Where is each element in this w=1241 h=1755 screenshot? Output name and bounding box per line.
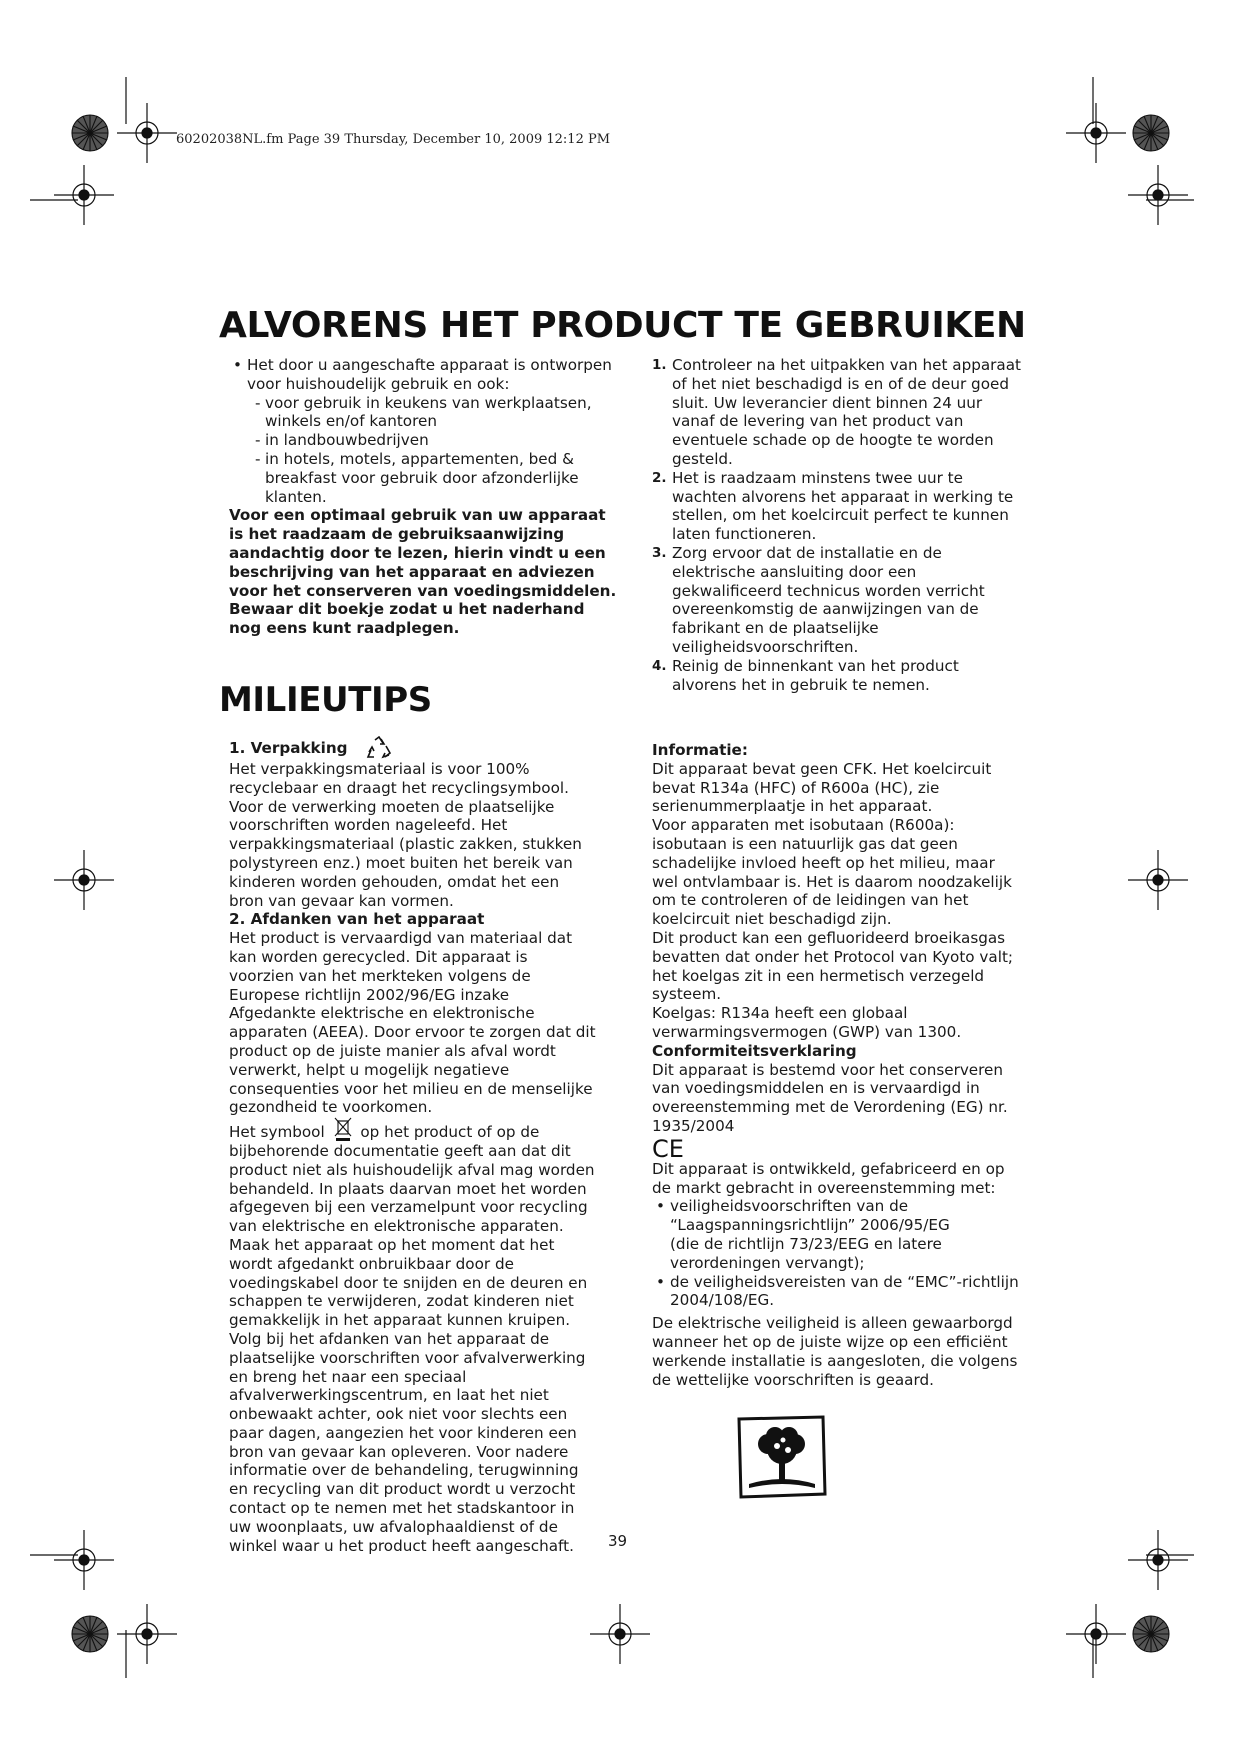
registration-mark-icon	[1128, 1530, 1188, 1590]
registration-mark-icon	[1128, 165, 1188, 225]
starburst-mark-icon	[1131, 1614, 1171, 1654]
directive-bullet-1	[652, 1197, 1024, 1272]
directive-bullet-note: (die de richtlijn 73/23/EEG en latere verordeningen vervangt);	[670, 1234, 942, 1272]
registration-mark-icon	[54, 850, 114, 910]
item-text: Controleer na het uitpakken van het apparaat of het niet beschadigd is en of de deur goed sluit. Uw leverancier dient binnen 24 uur vanaf de levering van het product van eventuele schade op de hoogte te worden gesteld.	[672, 356, 1021, 468]
ce-paragraph: Dit apparaat is ontwikkeld, gefabriceerd en op de markt gebracht in overeenstemming met:	[652, 1159, 1005, 1197]
crossed-out-bin-icon	[334, 1117, 352, 1141]
recycle-icon	[366, 736, 392, 760]
registration-mark-icon	[117, 1604, 177, 1664]
directive-bullet-text: • veiligheidsvoorschriften van de “Laagspanningsrichtlijn” 2006/95/EG	[670, 1197, 950, 1235]
registration-mark-icon	[1128, 850, 1188, 910]
intro-bullet: • Het door u aangeschafte apparaat is ontworpen voor huishoudelijk gebruik en ook:	[229, 356, 619, 394]
packaging-heading: 1. Verpakking	[229, 738, 348, 757]
disposal-paragraph: Het product is vervaardigd van materiaal dat kan worden gerecycled. Dit apparaat is voorzien van het merkteken volgens de Europese richtlijn 2002/96/EG inzake Afgedankte elektrische en elektronische apparaten (AEEA). Door ervoor te zorgen dat dit product op de juiste manier als afval wordt verwerkt, helpt u mogelijk negatieve consequenties voor het milieu en de menselijke gezondheid te voorkomen.	[229, 929, 596, 1117]
usage-dash-1: - voor gebruik in keukens van werkplaatsen, winkels en/of kantoren	[229, 394, 619, 432]
instruction-item	[652, 544, 1024, 657]
section-title-alvorens: ALVORENS HET PRODUCT TE GEBRUIKEN	[219, 305, 1026, 346]
item-text: Reinig de binnenkant van het product alvorens het in gebruik te nemen.	[672, 656, 959, 694]
section-title-milieutips: MILIEUTIPS	[219, 680, 432, 720]
electrical-safety-paragraph: De elektrische veiligheid is alleen gewaarborgd wanneer het op de juiste wijze op een efficiënt werkende installatie is aangesloten, die volgens de wettelijke voorschriften is geaard.	[652, 1314, 1018, 1389]
item-number: 2.	[652, 469, 667, 486]
directive-bullet-2	[652, 1273, 1024, 1311]
symbol-paragraph-rest: op het product of op de bijbehorende documentatie geeft aan dat dit product niet als huishoudelijk afval mag worden behandeld. In plaats daarvan moet het worden afgegeven bij een verzamelpunt voor recycling van elektrische en elektronische apparaten. Maak het apparaat op het moment dat het wordt afgedankt onbruikbaar door de voedingskabel door te snijden en de deuren en schappen te verwijderen, zodat kinderen niet gemakkelijk in het apparaat kunnen kruipen. Volg bij het afdanken van het apparaat de plaatselijke voorschriften voor afvalverwerking en breng het naar een speciaal afvalverwerkingscentrum, en laat het niet onbewaakt achter, ook niet voor slechts een paar dagen, aangezien het voor kinderen een bron van gevaar kan opleveren. Voor nadere informatie over de behandeling, terugwinning en recycling van dit product wordt u verzocht contact op te nemen met het stadskantoor in uw woonplaats, uw afvalophaaldienst of de winkel waar u het product heeft aangeschaft.	[229, 1123, 595, 1555]
symbol-paragraph-start: Het symbool	[229, 1123, 325, 1142]
info-paragraph-1: Dit apparaat bevat geen CFK. Het koelcircuit bevat R134a (HFC) of R600a (HC), zie serienummerplaatje in het apparaat.	[652, 759, 992, 816]
starburst-mark-icon	[1131, 113, 1171, 153]
conformity-heading: Conformiteitsverklaring	[652, 1041, 857, 1060]
instruction-item	[652, 469, 1024, 544]
item-number: 4.	[652, 657, 667, 674]
registration-mark-icon	[590, 1604, 650, 1664]
symbol-paragraph	[229, 1117, 597, 1555]
usage-dash-3: - in hotels, motels, appartementen, bed & breakfast voor gebruik door afzonderlijke klanten.	[229, 450, 619, 506]
instruction-item	[652, 657, 1024, 695]
registration-mark-icon	[117, 103, 177, 163]
usage-dash-2: - in landbouwbedrijven	[229, 431, 619, 450]
info-paragraph-4: Koelgas: R134a heeft een globaal verwarmingsvermogen (GWP) van 1300.	[652, 1004, 962, 1041]
keep-booklet-paragraph: Bewaar dit boekje zodat u het naderhand nog eens kunt raadplegen.	[229, 600, 585, 638]
section2-left-column	[229, 736, 597, 1555]
svg-text:CE: CE	[652, 1135, 684, 1160]
registration-mark-icon	[1066, 1604, 1126, 1664]
item-number: 1.	[652, 357, 667, 373]
item-text: Het is raadzaam minstens twee uur te wachten alvorens het apparaat in werking te stellen, om het koelcircuit perfect te kunnen laten functioneren.	[672, 468, 1014, 544]
tree-logo-icon	[735, 1414, 829, 1500]
starburst-mark-icon	[70, 1614, 110, 1654]
packaging-heading-row	[229, 736, 597, 760]
disposal-heading: 2. Afdanken van het apparaat	[229, 910, 485, 929]
section2-right-column	[652, 741, 1024, 1389]
info-paragraph-3: Dit product kan een gefluorideerd broeikasgas bevatten dat onder het Protocol van Kyoto valt; het koelgas zit in een hermetisch verzegeld systeem.	[652, 928, 1014, 1004]
starburst-mark-icon	[70, 113, 110, 153]
conformity-paragraph: Dit apparaat is bestemd voor het conserveren van voedingsmiddelen en is vervaardigd in overeenstemming met de Verordening (EG) nr. 1935/2004	[652, 1060, 1008, 1135]
page-number: 39	[608, 1532, 628, 1550]
instruction-item	[652, 356, 1024, 469]
section1-left-column	[229, 356, 619, 638]
registration-mark-icon	[54, 165, 114, 225]
registration-mark-icon	[54, 1530, 114, 1590]
registration-mark-icon	[1066, 103, 1126, 163]
info-heading: Informatie:	[652, 741, 748, 759]
section1-right-column	[652, 356, 1024, 694]
ce-mark-icon	[652, 1136, 692, 1160]
info-paragraph-2: Voor apparaten met isobutaan (R600a): isobutaan is een natuurlijk gas dat geen schadelijke invloed heeft op het milieu, maar wel ontvlambaar is. Het is daarom noodzakelijk om te controleren of de leidingen van het koelcircuit niet beschadigd zijn.	[652, 816, 1012, 929]
packaging-paragraph: Het verpakkingsmateriaal is voor 100% recyclebaar en draagt het recyclingsymbool. Voor de verwerking moeten de plaatselijke voorschriften worden nageleefd. Het verpakkingsmateriaal (plastic zakken, stukken polystyreen enz.) moet buiten het bereik van kinderen worden gehouden, omdat het een bron van gevaar kan vormen.	[229, 760, 582, 910]
directive-bullet-text: • de veiligheidsvereisten van de “EMC”-richtlijn 2004/108/EG.	[670, 1272, 1019, 1310]
item-number: 3.	[652, 544, 667, 561]
advice-paragraph: Voor een optimaal gebruik van uw apparaat is het raadzaam de gebruiksaanwijzing aandachtig door te lezen, hierin vindt u een beschrijving van het apparaat en adviezen voor het conserveren van voedingsmiddelen.	[229, 506, 617, 600]
file-info-header: 60202038NL.fm Page 39 Thursday, December 10, 2009 12:12 PM	[176, 132, 611, 147]
item-text: Zorg ervoor dat de installatie en de elektrische aansluiting door een gekwalificeerd technicus worden verricht overeenkomstig de aanwijzingen van de fabrikant en de plaatselijke veiligheidsvoorschriften.	[672, 543, 985, 656]
